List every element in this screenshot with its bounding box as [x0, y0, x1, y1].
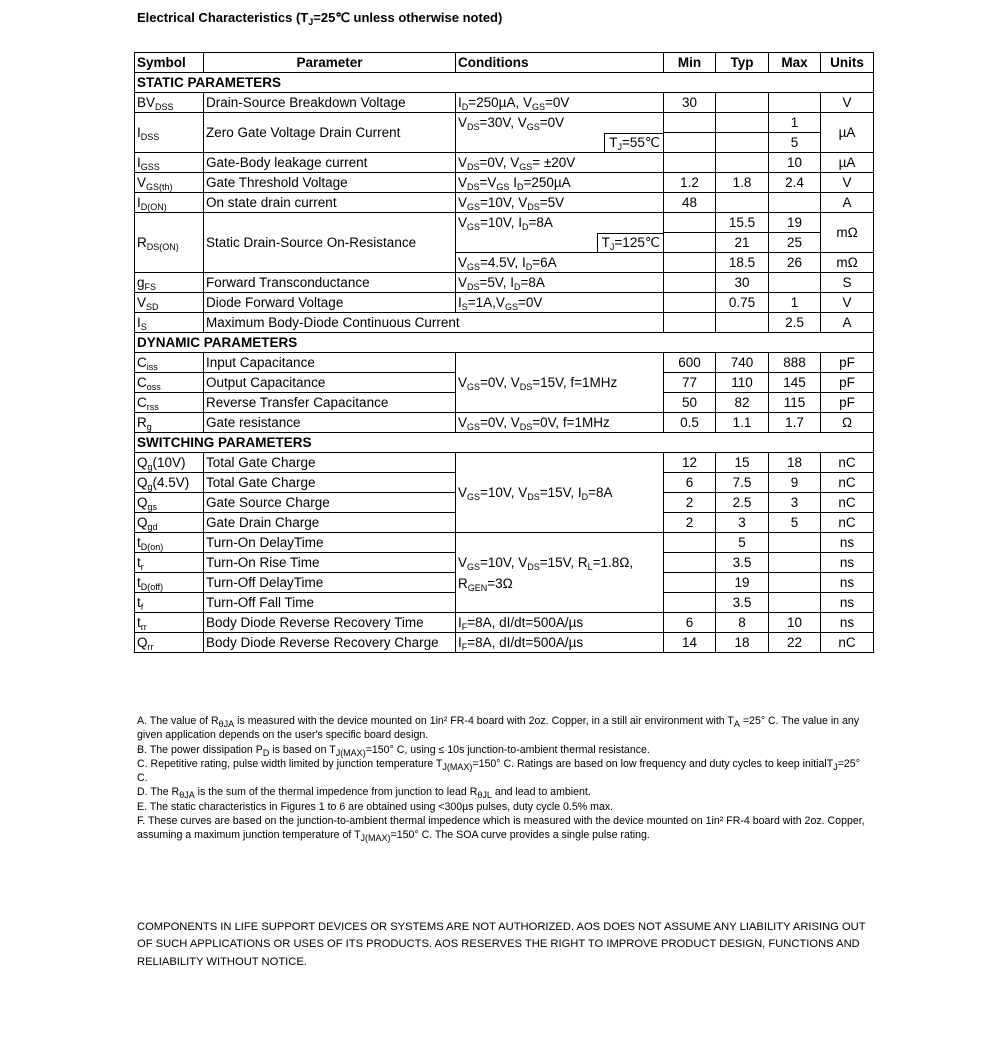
typ-cell: 5 [716, 533, 769, 553]
typ-cell [716, 133, 769, 153]
conditions-cell: $I_D=250\mu A$, $V_{GS}=0V$ [456, 93, 664, 113]
typ-cell: 30 [716, 273, 769, 293]
min-cell [664, 573, 716, 593]
symbol-cell: $V_{SD}$ [135, 293, 204, 313]
conditions-cell: $V_{GS}=0V$, $V_{DS}=15V$, f=1MHz [456, 353, 664, 413]
min-cell: 50 [664, 393, 716, 413]
min-cell: 6 [664, 613, 716, 633]
units-cell: Ω [821, 413, 874, 433]
units-cell: V [821, 93, 874, 113]
symbol-cell: $R_g$ [135, 413, 204, 433]
table-row [135, 193, 874, 213]
typ-cell: 3.5 [716, 553, 769, 573]
typ-cell: 18.5 [716, 253, 769, 273]
section-static: STATIC PARAMETERS [135, 73, 874, 93]
parameter-cell: Gate Drain Charge [204, 513, 456, 533]
min-cell [664, 133, 716, 153]
section-row [135, 73, 874, 93]
max-cell: 5 [769, 133, 821, 153]
min-cell: 2 [664, 493, 716, 513]
symbol-cell: $Q_g(10V)$ [135, 453, 204, 473]
parameter-cell: Body Diode Reverse Recovery Time [204, 613, 456, 633]
max-cell [769, 273, 821, 293]
min-cell: 1.2 [664, 173, 716, 193]
units-cell: mΩ [821, 213, 874, 253]
conditions-cell: $I_F=8A$, dI/dt=500A/µs [456, 633, 664, 653]
max-cell: 9 [769, 473, 821, 493]
tj-condition: $T_J=55℃$ [604, 133, 663, 153]
min-cell [664, 213, 716, 233]
min-cell [664, 113, 716, 133]
parameter-cell: Gate Source Charge [204, 493, 456, 513]
parameter-cell: Turn-On Rise Time [204, 553, 456, 573]
disclaimer: COMPONENTS IN LIFE SUPPORT DEVICES OR SYSTEMS ARE NOT AUTHORIZED. AOS DOES NOT ASSUME ANY LIABILITY ARISING OUT OF SUCH APPLICATIONS OR USES OF ITS PRODUCTS. AOS RESERVES THE RIGHT TO IMPROVE PRODUCT DESIGN, FUNCTIONS AND RELIABILITY WITHOUT NOTICE. [137, 921, 866, 968]
table-row [135, 453, 874, 473]
parameter-cell: Diode Forward Voltage [204, 293, 456, 313]
table-row [135, 313, 874, 333]
conditions-cell: $V_{GS}=4.5V$, $I_D=6A$ [456, 253, 664, 273]
max-cell [769, 573, 821, 593]
typ-cell [716, 153, 769, 173]
min-cell: 30 [664, 93, 716, 113]
min-cell: 6 [664, 473, 716, 493]
min-cell: 2 [664, 513, 716, 533]
conditions-cell [456, 233, 664, 253]
max-cell [769, 193, 821, 213]
footnote: F. These curves are based on the junction-to-ambient thermal impedence which is measured with the device mounted on 1in² FR-4 board with 2oz. Copper, assuming a maximum junction temperature of $T_{J(MAX)}=150^\circ$ C. The SOA curve provides a single pulse rating. [137, 815, 865, 844]
min-cell [664, 293, 716, 313]
units-cell: ns [821, 553, 874, 573]
typ-cell: 110 [716, 373, 769, 393]
typ-cell: 3.5 [716, 593, 769, 613]
min-cell [664, 313, 716, 333]
max-cell: 10 [769, 153, 821, 173]
typ-cell: 19 [716, 573, 769, 593]
parameter-cell: Input Capacitance [204, 353, 456, 373]
symbol-cell: $g_{FS}$ [135, 273, 204, 293]
table-row [135, 353, 874, 373]
table-row [135, 293, 874, 313]
header-max: Max [769, 53, 821, 73]
header-units: Units [821, 53, 874, 73]
min-cell [664, 593, 716, 613]
min-cell [664, 253, 716, 273]
typ-cell: 15.5 [716, 213, 769, 233]
parameter-cell: Turn-Off DelayTime [204, 573, 456, 593]
min-cell [664, 533, 716, 553]
section-dynamic: DYNAMIC PARAMETERS [135, 333, 874, 353]
units-cell: nC [821, 473, 874, 493]
conditions-cell: $V_{DS}=30V$, $V_{GS}=0V$ [456, 113, 664, 133]
symbol-cell: $R_{DS(ON)}$ [135, 213, 204, 273]
symbol-cell: $Q_g(4.5V)$ [135, 473, 204, 493]
header-conditions: Conditions [456, 53, 664, 73]
section-row [135, 333, 874, 353]
min-cell [664, 153, 716, 173]
min-cell: 600 [664, 353, 716, 373]
units-cell: V [821, 293, 874, 313]
table-row [135, 273, 874, 293]
typ-cell [716, 313, 769, 333]
max-cell: 2.5 [769, 313, 821, 333]
min-cell [664, 233, 716, 253]
max-cell: 26 [769, 253, 821, 273]
max-cell: 18 [769, 453, 821, 473]
typ-cell: 1.8 [716, 173, 769, 193]
electrical-characteristics-table [134, 52, 874, 653]
typ-cell: 21 [716, 233, 769, 253]
max-cell [769, 533, 821, 553]
symbol-cell: $BV_{DSS}$ [135, 93, 204, 113]
symbol-cell: $I_{D(ON)}$ [135, 193, 204, 213]
symbol-cell: $t_r$ [135, 553, 204, 573]
parameter-cell: Gate-Body leakage current [204, 153, 456, 173]
parameter-cell: Total Gate Charge [204, 453, 456, 473]
units-cell: A [821, 313, 874, 333]
min-cell: 48 [664, 193, 716, 213]
header-typ: Typ [716, 53, 769, 73]
max-cell: 22 [769, 633, 821, 653]
tj-condition: $T_J=125℃$ [597, 233, 664, 253]
table-header-row [135, 53, 874, 73]
max-cell: 1 [769, 113, 821, 133]
table-row [135, 93, 874, 113]
units-cell: ns [821, 573, 874, 593]
typ-cell: 82 [716, 393, 769, 413]
max-cell: 1 [769, 293, 821, 313]
max-cell: 115 [769, 393, 821, 413]
typ-cell: 1.1 [716, 413, 769, 433]
max-cell: 145 [769, 373, 821, 393]
parameter-cell: Gate resistance [204, 413, 456, 433]
conditions-cell: $V_{GS}=10V$, $V_{DS}=5V$ [456, 193, 664, 213]
parameter-cell: On state drain current [204, 193, 456, 213]
max-cell: 25 [769, 233, 821, 253]
typ-cell: 18 [716, 633, 769, 653]
table-row [135, 213, 874, 233]
units-cell: ns [821, 613, 874, 633]
typ-cell: 740 [716, 353, 769, 373]
parameter-cell: Drain-Source Breakdown Voltage [204, 93, 456, 113]
conditions-cell: $V_{DS}=V_{GS}$ $I_D=250\mu A$ [456, 173, 664, 193]
typ-cell [716, 193, 769, 213]
units-cell: µA [821, 153, 874, 173]
parameter-cell: Gate Threshold Voltage [204, 173, 456, 193]
symbol-cell: $I_{DSS}$ [135, 113, 204, 153]
parameter-cell: Reverse Transfer Capacitance [204, 393, 456, 413]
footnote: C. Repetitive rating, pulse width limited by junction temperature $T_{J(MAX)}=150^\circ$ C. Ratings are based on low frequency and duty cycles to keep initialT$_J$=25° C. [137, 757, 860, 785]
symbol-cell: $t_{rr}$ [135, 613, 204, 633]
symbol-cell: $C_{rss}$ [135, 393, 204, 413]
symbol-cell: $t_f$ [135, 593, 204, 613]
table-row [135, 633, 874, 653]
units-cell: µA [821, 113, 874, 153]
header-symbol: Symbol [135, 53, 204, 73]
symbol-cell: $t_{D(on)}$ [135, 533, 204, 553]
symbol-cell: $I_S$ [135, 313, 204, 333]
min-cell: 12 [664, 453, 716, 473]
parameter-cell: Forward Transconductance [204, 273, 456, 293]
footnote: D. The $R_{\theta JA}$ is the sum of the thermal impedence from junction to lead $R_{\theta JL}$ and lead to ambient. [137, 786, 591, 801]
typ-cell: 7.5 [716, 473, 769, 493]
symbol-cell: $t_{D(off)}$ [135, 573, 204, 593]
max-cell [769, 553, 821, 573]
units-cell: mΩ [821, 253, 874, 273]
footnotes [137, 714, 867, 843]
section-switching: SWITCHING PARAMETERS [135, 433, 874, 453]
parameter-cell: Maximum Body-Diode Continuous Current [204, 313, 664, 333]
typ-cell: 8 [716, 613, 769, 633]
units-cell: pF [821, 373, 874, 393]
header-min: Min [664, 53, 716, 73]
min-cell [664, 273, 716, 293]
max-cell: 19 [769, 213, 821, 233]
typ-cell: 15 [716, 453, 769, 473]
max-cell: 10 [769, 613, 821, 633]
max-cell: 888 [769, 353, 821, 373]
header-parameter: Parameter [204, 53, 456, 73]
parameter-cell: Zero Gate Voltage Drain Current [204, 113, 456, 153]
typ-cell: 0.75 [716, 293, 769, 313]
symbol-cell: $Q_{gs}$ [135, 493, 204, 513]
conditions-cell: $V_{GS}=10V$, $V_{DS}=15V$, $I_D=8A$ [456, 453, 664, 533]
conditions-cell: $V_{GS}=0V$, $V_{DS}=0V$, f=1MHz [456, 413, 664, 433]
min-cell: 14 [664, 633, 716, 653]
max-cell: 2.4 [769, 173, 821, 193]
units-cell: pF [821, 393, 874, 413]
symbol-cell: $I_{GSS}$ [135, 153, 204, 173]
min-cell [664, 553, 716, 573]
parameter-cell: Turn-On DelayTime [204, 533, 456, 553]
conditions-cell [456, 133, 664, 153]
page-title: Electrical Characteristics ($T_J=25℃$ unless otherwise noted) [137, 10, 503, 27]
units-cell: nC [821, 453, 874, 473]
table-row [135, 413, 874, 433]
units-cell: pF [821, 353, 874, 373]
max-cell: 3 [769, 493, 821, 513]
parameter-cell: Output Capacitance [204, 373, 456, 393]
parameter-cell: Total Gate Charge [204, 473, 456, 493]
units-cell: nC [821, 513, 874, 533]
min-cell: 77 [664, 373, 716, 393]
table-row [135, 533, 874, 553]
conditions-cell: $I_S=1A,V_{GS}=0V$ [456, 293, 664, 313]
units-cell: V [821, 173, 874, 193]
max-cell [769, 93, 821, 113]
symbol-cell: $C_{oss}$ [135, 373, 204, 393]
typ-cell: 3 [716, 513, 769, 533]
footnote: E. The static characteristics in Figures 1 to 6 are obtained using <300µs pulses, duty cycle 0.5% max. [137, 800, 614, 813]
footnote: B. The power dissipation $P_D$ is based on $T_{J(MAX)}=150^\circ$ C, using ≤ 10s junction-to-ambient thermal resistance. [137, 743, 650, 758]
symbol-cell: $V_{GS(th)}$ [135, 173, 204, 193]
table-row [135, 153, 874, 173]
table-row [135, 173, 874, 193]
max-cell: 1.7 [769, 413, 821, 433]
max-cell [769, 593, 821, 613]
max-cell: 5 [769, 513, 821, 533]
units-cell: A [821, 193, 874, 213]
conditions-cell: $V_{GS}=10V$, $I_D=8A$ [456, 213, 664, 233]
conditions-cell: $I_F=8A$, dI/dt=500A/µs [456, 613, 664, 633]
parameter-cell: Static Drain-Source On-Resistance [204, 213, 456, 273]
conditions-cell: $V_{DS}=5V$, $I_D=8A$ [456, 273, 664, 293]
table-row [135, 113, 874, 133]
symbol-cell: $Q_{gd}$ [135, 513, 204, 533]
symbol-cell: $C_{iss}$ [135, 353, 204, 373]
typ-cell [716, 113, 769, 133]
units-cell: S [821, 273, 874, 293]
units-cell: nC [821, 493, 874, 513]
units-cell: nC [821, 633, 874, 653]
footnote: A. The value of $R_{\theta JA}$ is measured with the device mounted on 1in² FR-4 board with 2oz. Copper, in a still air environment with $T_A =25^\circ$ C. The value in any given application depends on the user's specific board design. [137, 715, 860, 742]
typ-cell: 2.5 [716, 493, 769, 513]
conditions-cell: $V_{GS}=10V$, $V_{DS}=15V$, $R_L=1.8\Omega$, $R_{GEN}=3\Omega$ [456, 533, 664, 613]
symbol-cell: $Q_{rr}$ [135, 633, 204, 653]
section-row [135, 433, 874, 453]
parameter-cell: Body Diode Reverse Recovery Charge [204, 633, 456, 653]
units-cell: ns [821, 533, 874, 553]
conditions-cell: $V_{DS}=0V$, $V_{GS}= \pm 20V$ [456, 153, 664, 173]
typ-cell [716, 93, 769, 113]
table-row [135, 613, 874, 633]
units-cell: ns [821, 593, 874, 613]
parameter-cell: Turn-Off Fall Time [204, 593, 456, 613]
min-cell: 0.5 [664, 413, 716, 433]
